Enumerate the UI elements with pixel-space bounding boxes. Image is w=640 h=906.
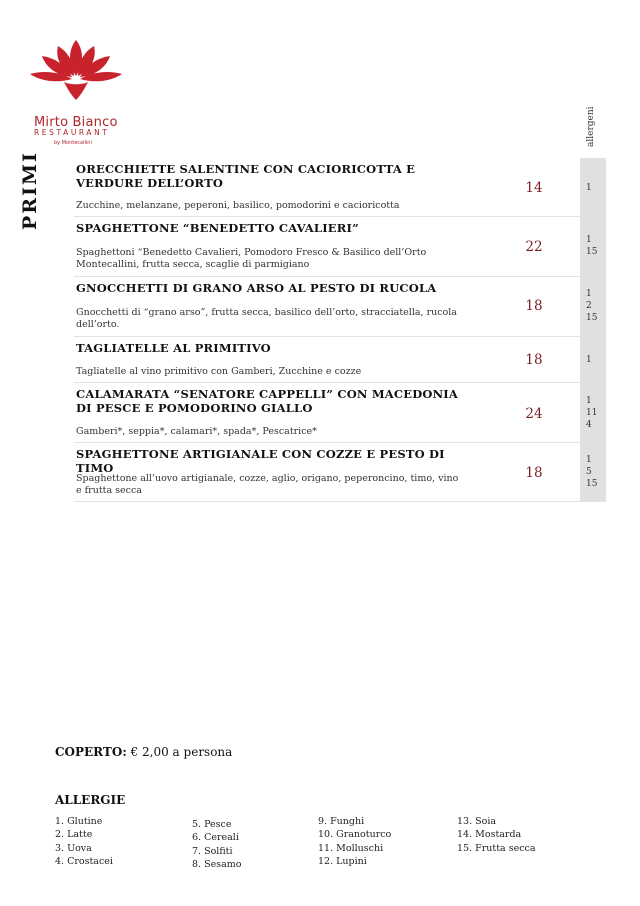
menu-item-allergens [580,277,606,336]
coperto-value: € 2,00 a persona [130,745,233,759]
allergen-legend-column [55,815,113,868]
menu-list [74,158,606,502]
allergen-column-header: allergeni [586,106,596,147]
allergen-legend-column [457,815,536,855]
menu-item-title: SPAGHETTONE ARTIGIANALE CON COZZE E PESTO DI TIMO [76,447,445,475]
menu-item-description: Gnocchetti di “grano arso”, frutta secca, basilico dell’orto, stracciatella, rucola dell’orto. [76,307,457,330]
allergen-legend-item: 14. Mostarda [457,829,522,841]
allergen-legend-item: 4. Crostacei [55,855,113,867]
allergen-code: 11 [586,408,598,418]
menu-item-allergens [580,217,606,276]
allergen-code: 1 [586,396,592,406]
allergen-legend-item: 15. Frutta secca [457,842,536,854]
allergen-legend-item: 7. Solfiti [192,845,233,857]
allergen-legend-item: 8. Sesamo [192,858,242,870]
coperto-label: COPERTO: [55,745,127,759]
allergen-code: 1 [586,355,592,365]
allergen-legend-item: 6. Cereali [192,832,239,844]
allergen-code: 1 [586,183,592,193]
allergen-legend-item: 9. Funghi [318,816,365,827]
allergen-legend-item: 13. Soia [457,816,497,827]
allergen-code: 1 [586,235,592,245]
menu-item [74,383,606,443]
menu-item [74,217,606,277]
menu-item-title: GNOCCHETTI DI GRANO ARSO AL PESTO DI RUCOLA [76,281,437,295]
menu-item-allergens [580,443,606,501]
menu-item-description: Tagliatelle al vino primitivo con Gamberi, Zucchine e cozze [76,366,362,377]
menu-item-description: Spaghettone all’uovo artigianale, cozze, aglio, origano, peperoncino, timo, vino e frutta secca [76,473,459,496]
menu-item-price: 24 [525,406,543,422]
menu-item-price: 14 [525,180,543,196]
allergen-legend-item: 11. Molluschi [318,842,384,854]
allergen-legend-item: 1. Glutine [55,816,103,827]
coperto-line [55,745,232,759]
brand-name: Mirto Bianco [34,115,118,130]
allergen-legend-column [318,815,391,868]
allergen-legend-column [192,818,241,871]
menu-item-price: 18 [525,352,543,368]
menu-item-title: ORECCHIETTE SALENTINE CON CACIORICOTTA E VERDURE DELL’ORTO [76,162,416,190]
menu-item-allergens [580,158,606,216]
allergen-legend-item: 3. Uova [55,842,92,854]
allergie-title: ALLERGIE [55,793,126,807]
menu-item-description: Gamberi*, seppia*, calamari*, spada*, Pescatrice* [76,426,317,437]
menu-item [74,158,606,217]
menu-item-title: SPAGHETTONE “BENEDETTO CAVALIERI” [76,221,359,235]
lotus-logo-icon [28,34,124,104]
menu-item-price: 18 [525,465,543,481]
menu-item [74,443,606,502]
allergen-code: 15 [586,247,598,257]
allergen-legend-item: 10. Granoturco [318,829,392,841]
menu-item-title: CALAMARATA “SENATORE CAPPELLI” CON MACEDONIA DI PESCE E POMODORINO GIALLO [76,387,458,415]
allergen-code: 2 [586,301,592,311]
section-title: PRIMI [19,151,41,230]
allergen-code: 1 [586,289,592,299]
menu-item-allergens [580,383,606,442]
allergen-legend-item: 2. Latte [55,829,93,841]
menu-item-title: TAGLIATELLE AL PRIMITIVO [76,341,271,355]
allergen-legend-item: 12. Lupini [318,855,367,867]
menu-item-price: 18 [525,298,543,314]
allergen-code: 15 [586,313,598,323]
menu-item-description: Zucchine, melanzane, peperoni, basilico, pomodorini e cacioricotta [76,200,400,211]
allergen-code: 4 [586,420,592,430]
menu-item-price: 22 [525,239,543,255]
brand-subtitle: RESTAURANT [34,128,110,137]
menu-item-allergens [580,337,606,382]
menu-item [74,277,606,337]
allergen-code: 15 [586,479,598,489]
allergen-code: 5 [586,467,592,477]
allergen-legend-item: 5. Pesce [192,819,232,830]
brand-by: by Montecallini [54,140,92,146]
menu-item [74,337,606,383]
menu-item-description: Spaghettoni “Benedetto Cavalieri, Pomodoro Fresco & Basilico dell’Orto Montecallini, frutta secca, scaglie di parmigiano [76,247,427,270]
allergen-code: 1 [586,455,592,465]
